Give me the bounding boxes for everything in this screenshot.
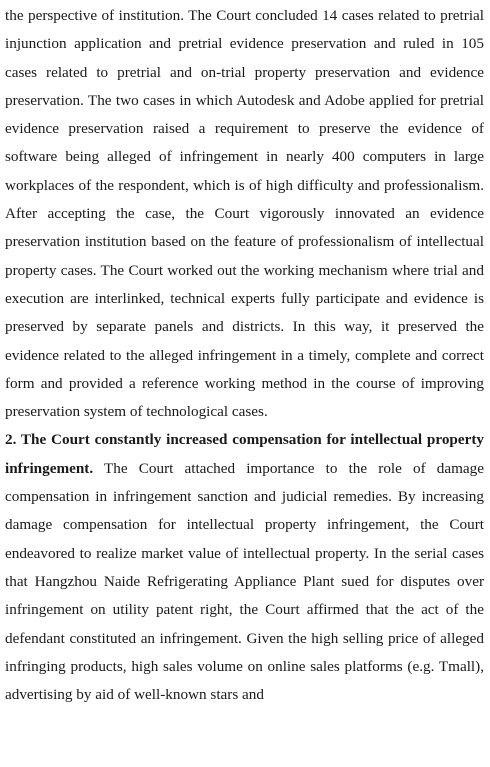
section-body: The Court attached importance to the role of damage compensation in infringement sanction and judicial remedies. By increasing damage compensation for intellectual property infringement, the Court endeavored to realize market value of intellectual property. In the serial cases that Hangzhou Naide Refrigerating Appliance Plant sued for disputes over infringement on utility patent right, the Court affirmed that the act of the defendant constituted an infringement. Given the high selling price of alleged infringing products, high sales volume on online sales platforms (e.g. Tmall), advertising by aid of well-known stars and xyxy=(5,459,484,704)
paragraph-evidence-preservation: the perspective of institution. The Court concluded 14 cases related to pretrial injunction application and pretrial evidence preservation and ruled in 105 cases related to pretrial and on-trial property preservation and evidence preservation. The two cases in which Autodesk and Adobe applied for pretrial evidence preservation raised a requirement to preserve the evidence of software being alleged of infringement in nearly 400 computers in large workplaces of the respondent, which is of high difficulty and professionalism. After accepting the case, the Court vigorously innovated an evidence preservation institution based on the feature of professionalism of intellectual property cases. The Court worked out the working mechanism where trial and execution are interlinked, technical experts fully participate and evidence is preserved by separate panels and districts. In this way, it preserved the evidence related to the alleged infringement in a timely, complete and correct form and provided a reference working method in the course of improving preservation system of technological cases. xyxy=(5,7,484,421)
paragraph-compensation xyxy=(5,426,484,709)
section-heading: 2. The Court constantly increased compensation for intellectual property infringement. xyxy=(5,431,484,477)
